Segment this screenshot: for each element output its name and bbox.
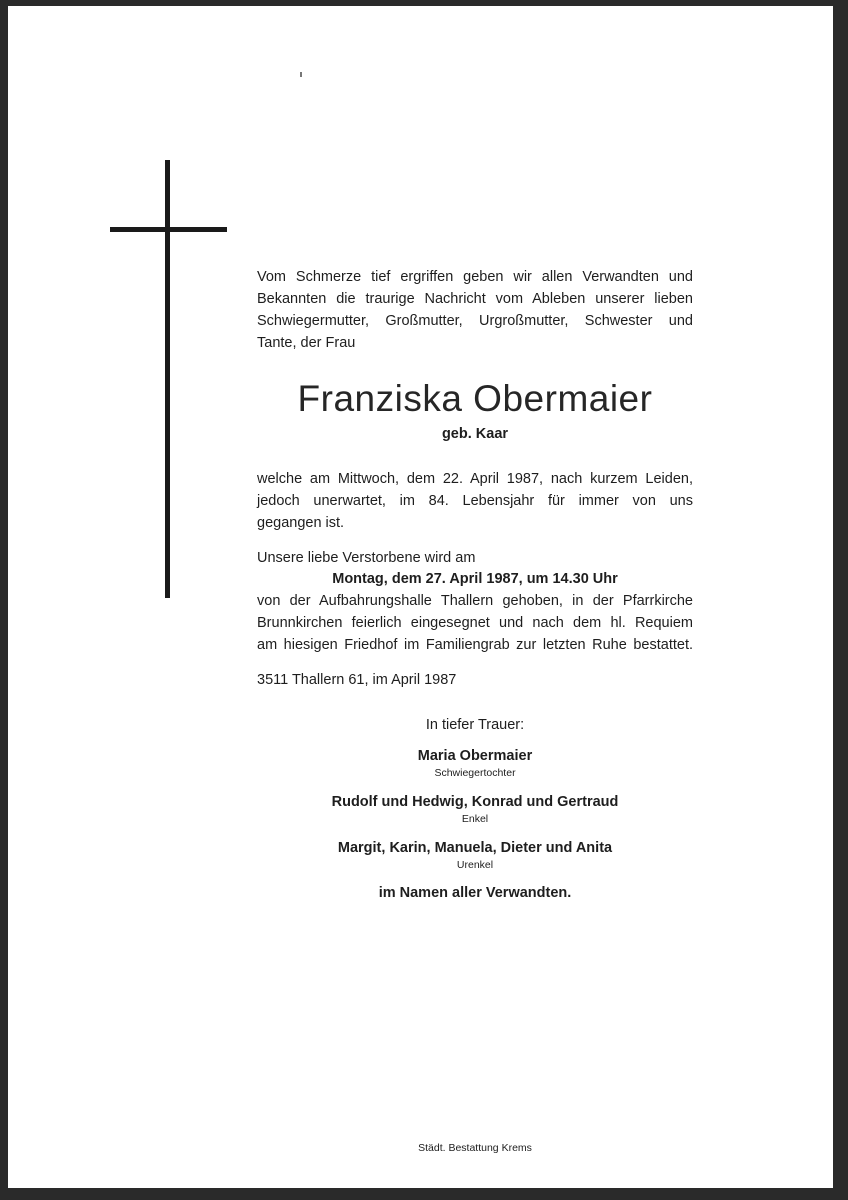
mourner-names: Maria Obermaier (417, 748, 533, 764)
funeral-line: Brunnkirchen feierlich eingesegnet und nach dem hl. Requiem (257, 615, 693, 631)
intro-line: Schwiegermutter, Großmutter, Urgroßmutter, Schwester und (257, 313, 693, 329)
funeral-line: von der Aufbahrungshalle Thallern gehoben, in der Pfarrkirche (257, 593, 693, 609)
mourner-names: Rudolf und Hedwig, Konrad und Gertraud (331, 794, 619, 810)
cross-vertical-bar (165, 160, 170, 598)
deceased-name: Franziska Obermaier (297, 378, 653, 419)
mourners-heading: In tiefer Trauer: (425, 717, 525, 733)
funeral-home-footer: Städt. Bestattung Krems (418, 1142, 532, 1154)
place-date: 3511 Thallern 61, im April 1987 (257, 672, 457, 688)
obituary-sheet (8, 6, 833, 1188)
mourner-role: Urenkel (456, 859, 494, 871)
birth-name: geb. Kaar (441, 426, 509, 442)
intro-line: Vom Schmerze tief ergriffen geben wir allen Verwandten und (257, 269, 693, 285)
cross-horizontal-bar (110, 227, 227, 232)
paper-speck (300, 72, 302, 77)
intro-paragraph (257, 266, 693, 354)
funeral-line: am hiesigen Friedhof im Familiengrab zur letzten Ruhe bestattet. (257, 637, 693, 653)
funeral-date-time: Montag, dem 27. April 1987, um 14.30 Uhr (332, 571, 618, 587)
mourner-role: Enkel (461, 813, 489, 825)
mourner-names: Margit, Karin, Manuela, Dieter und Anita (337, 840, 613, 856)
funeral-paragraph (257, 590, 693, 656)
death-notice-paragraph (257, 468, 693, 534)
death-notice-line: gegangen ist. (257, 515, 345, 531)
death-notice-line: jedoch unerwartet, im 84. Lebensjahr für immer von uns (257, 493, 693, 509)
mourner-role: Schwiegertochter (434, 767, 516, 779)
intro-line: Bekannten die traurige Nachricht vom Ableben unserer lieben (257, 291, 693, 307)
death-notice-line: welche am Mittwoch, dem 22. April 1987, nach kurzem Leiden, (257, 471, 693, 487)
intro-line: Tante, der Frau (257, 335, 356, 351)
mourners-closing: im Namen aller Verwandten. (378, 885, 572, 901)
funeral-intro: Unsere liebe Verstorbene wird am (257, 550, 476, 566)
